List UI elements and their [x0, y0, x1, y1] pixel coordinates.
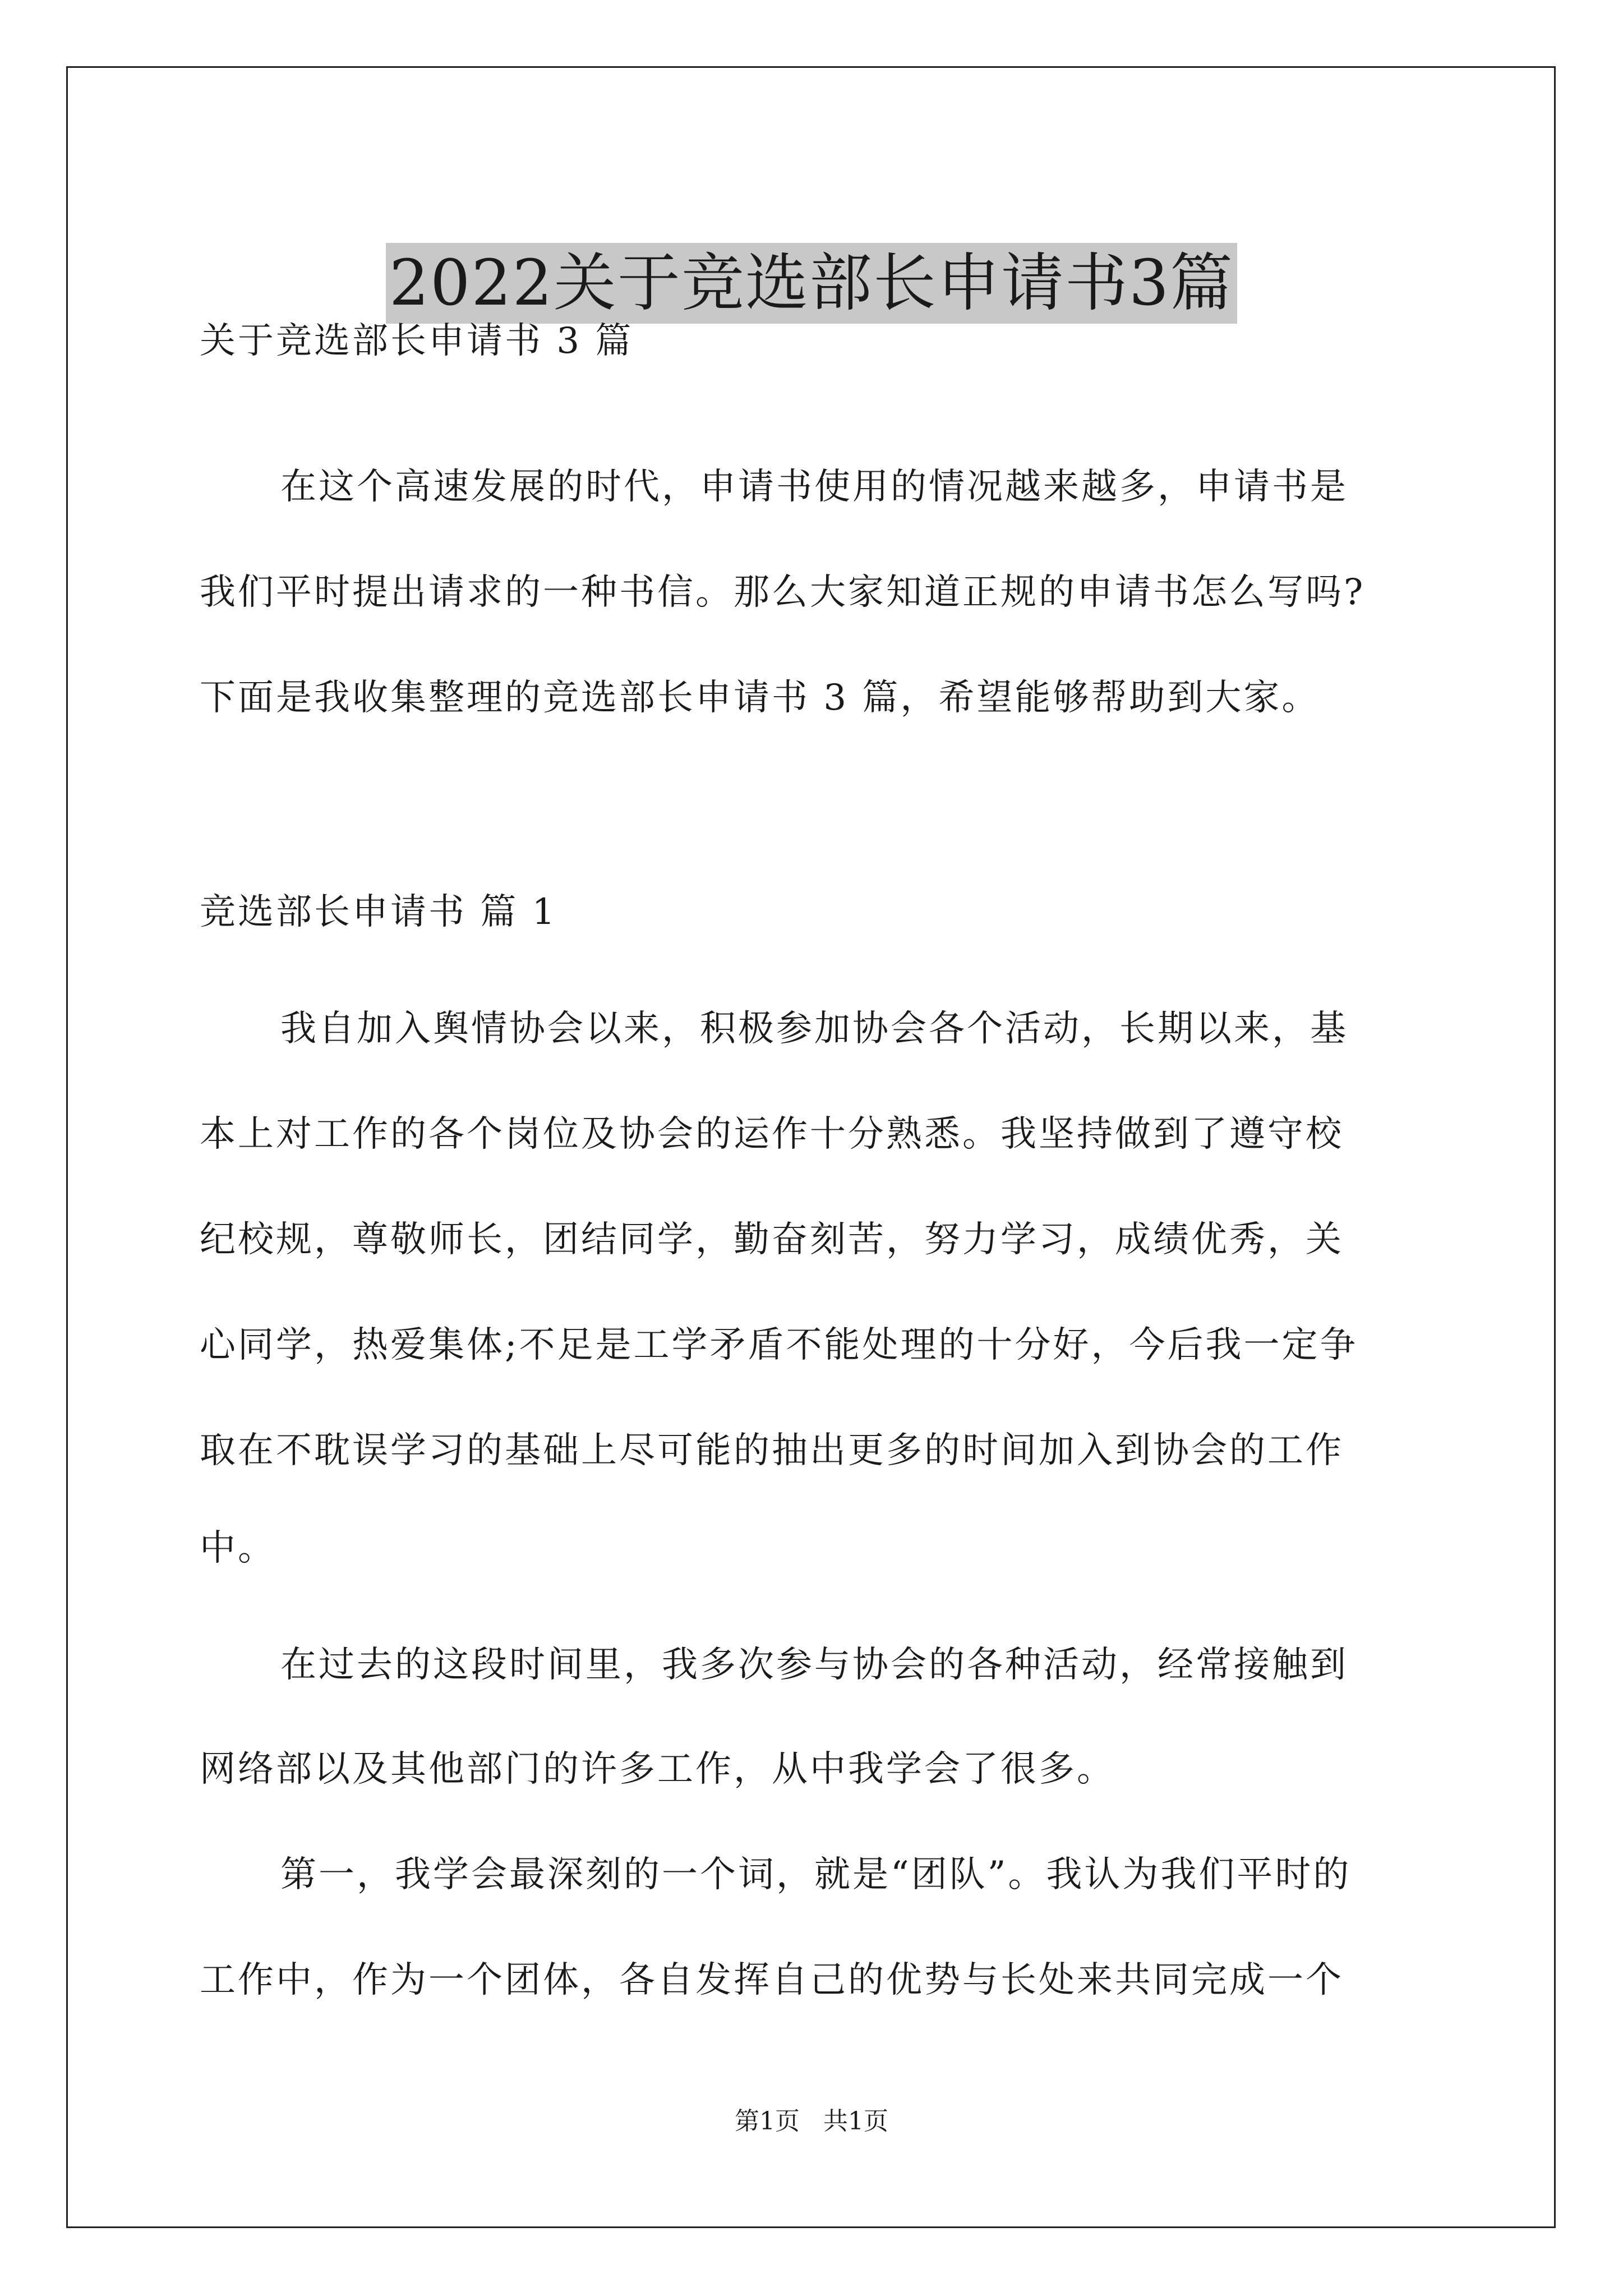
body-line: 在过去的这段时间里，我多次参与协会的各种活动，经常接触到 [280, 1644, 1348, 1686]
body-line: 第一，我学会最深刻的一个词，就是“团队”。我认为我们平时的 [280, 1854, 1352, 1895]
page-footer [0, 2105, 1623, 2138]
intro-line: 我们平时提出请求的一种书信。那么大家知道正规的申请书怎么写吗? [200, 572, 1366, 613]
body-line: 本上对工作的各个岗位及协会的运作十分熟悉。我坚持做到了遵守校 [200, 1114, 1344, 1155]
subtitle: 关于竞选部长申请书 3 篇 [200, 320, 634, 362]
body-line: 网络部以及其他部门的许多工作，从中我学会了很多。 [200, 1749, 1115, 1790]
page-number: 第1页 [735, 2107, 800, 2136]
intro-line: 下面是我收集整理的竞选部长申请书 3 篇，希望能够帮助到大家。 [200, 677, 1320, 719]
section-heading: 竞选部长申请书 篇 1 [200, 891, 557, 933]
body-line: 工作中，作为一个团体，各自发挥自己的优势与长处来共同完成一个 [200, 1959, 1344, 2001]
body-line: 心同学，热爱集体;不足是工学矛盾不能处理的十分好，今后我一定争 [200, 1324, 1358, 1366]
document-title: 2022关于竞选部长申请书3篇 [386, 243, 1237, 324]
body-line: 我自加入舆情协会以来，积极参加协会各个活动，长期以来，基 [280, 1008, 1348, 1050]
body-line: 纪校规，尊敬师长，团结同学，勤奋刻苦，努力学习，成绩优秀，关 [200, 1219, 1344, 1260]
intro-line: 在这个高速发展的时代，申请书使用的情况越来越多，申请书是 [280, 466, 1348, 508]
body-line: 取在不耽误学习的基础上尽可能的抽出更多的时间加入到协会的工作 [200, 1430, 1344, 1471]
page-total: 共1页 [823, 2107, 888, 2136]
body-line: 中。 [200, 1527, 276, 1569]
